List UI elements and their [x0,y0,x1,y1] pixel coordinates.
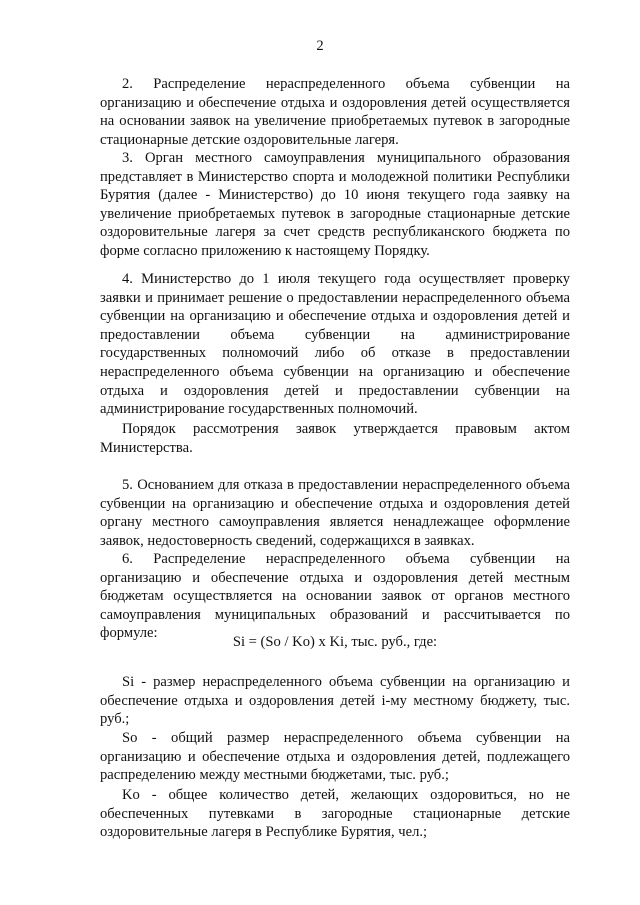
formula: Si = (So / Ko) x Ki, тыс. руб., где: [232,634,438,650]
paragraph-2: 2. Распределение нераспределенного объема субвенции на организацию и обеспечение отдыха и оздоровления детей осуществляется на основании заявок на увеличение приобретаемых путевок в загородные стационарные детские оздоровительные лагеря. [100,76,570,148]
paragraph-4: 4. Министерство до 1 июля текущего года осуществляет проверку заявки и принимает решение о предоставлении нераспределенного объема субвенции на организацию и обеспечение отдыха и оздоровления детей и предоставлении объема субвенции на администрирование государственных полномочий либо об отказе в предоставлении нераспределенного объема субвенции на организацию и обеспечение отдыха и оздоровления детей и предоставлении субвенции на администрирование государственных полномочий. [100,271,570,418]
paragraph-4-note: Порядок рассмотрения заявок утверждается правовым актом Министерства. [100,421,570,456]
paragraph-6: 6. Распределение нераспределенного объема субвенции на организацию и обеспечение отдыха и оздоровления детей местным бюджетам осуществляется на основании заявок от органов местного самоуправления муниципальных образований и рассчитывается по формуле: [100,551,570,642]
definition-so: So - общий размер нераспределенного объема субвенции на организацию и обеспечение отдыха и оздоровления детей, подлежащего распределению между местными бюджетами, тыс. руб.; [100,730,570,784]
paragraph-5: 5. Основанием для отказа в предоставлении нераспределенного объема субвенции на организацию и обеспечение отдыха и оздоровления детей органу местного самоуправления является ненадлежащее оформление заявок, недостоверность сведений, содержащихся в заявках. [100,477,570,549]
page-number: 2 [316,38,324,54]
definition-si: Si - размер нераспределенного объема субвенции на организацию и обеспечение отдыха и оздоровления детей i-му местному бюджету, тыс. руб.; [100,674,570,728]
paragraph-3: 3. Орган местного самоуправления муниципального образования представляет в Министерство спорта и молодежной политики Республики Бурятия (далее - Министерство) до 10 июня текущего года заявку на увеличение приобретаемых путевок в загородные стационарные детские оздоровительные лагеря за счет средств республиканского бюджета по форме согласно приложению к настоящему Порядку. [100,150,570,259]
definition-ko: Ko - общее количество детей, желающих оздоровиться, но не обеспеченных путевками в загородные стационарные детские оздоровительные лагеря в Республике Бурятия, чел.; [100,787,570,841]
